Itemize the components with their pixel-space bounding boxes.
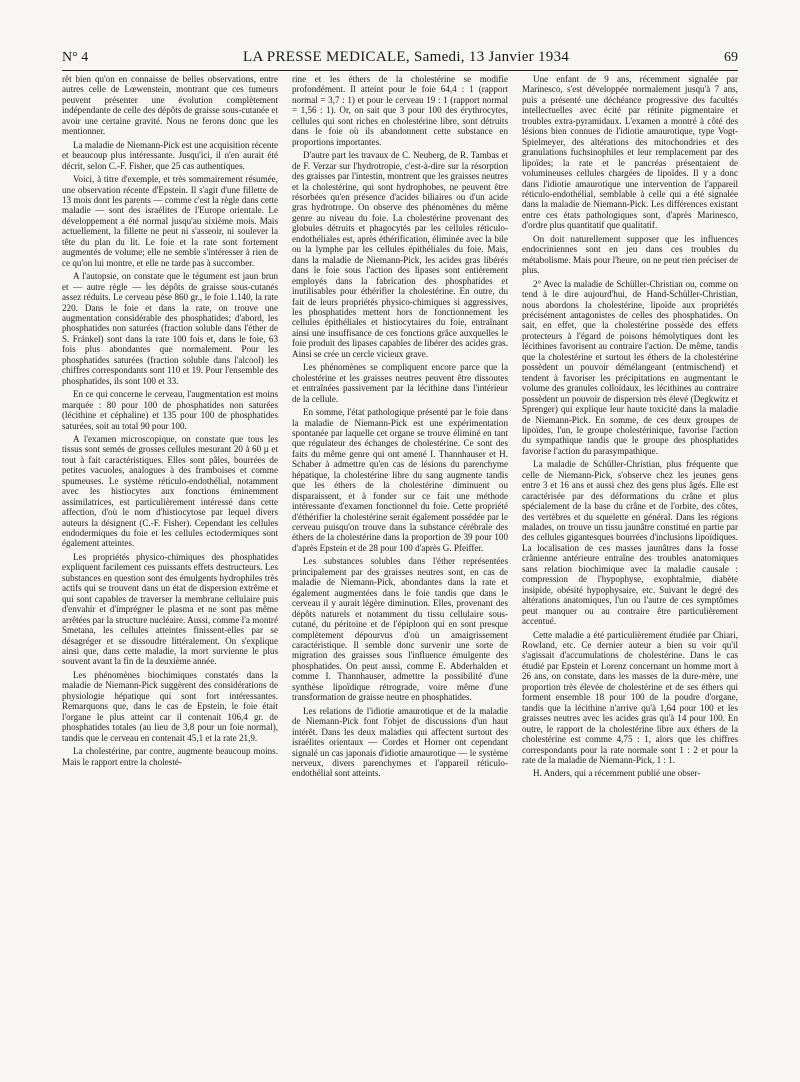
paragraph: En ce qui concerne le cerveau, l'augmentation est moins marquée : 80 pour 100 de phosphatides non saturées (lécithine et céphaline) et 135 pour 100 de phosphatides saturées, soit au total 90 pour 100.	[62, 389, 278, 431]
paragraph: Une enfant de 9 ans, récemment signalée par Marinesco, s'est développée normalement jusqu'à 7 ans, puis a présenté une déchéance progressive des facultés intellectuelles avec écité par rétinite pigmentaire et troubles extra-pyramidaux. L'examen a montré à côté des lésions bien connues de l'idiotie amaurotique, type Vogt-Spielmeyer, des altérations des mitochondries et des granulations fuchsinophiles et leur remplacement par des lipoïdes; la rate et le pancréas présentaient de volumineuses cellules chargées de lipoïdes. Il y a donc dans l'idiotie amaurotique une intervention de l'appareil réticulo-endothélial, semblable à celle qui a été signalée dans la maladie de Niemann-Pick. Les différences existant entre ces états pathologiques sont, d'après Marinesco, d'ordre plus quantitatif que qualitatif.	[522, 74, 738, 231]
paragraph: 2° Avec la maladie de Schüller-Christian ou, comme on tend à le dire aujourd'hui, de Hand-Schüller-Christian, nous abordons la cholestérine, lipoïde aux propriétés précisément antagonistes de celles des phosphatides. On sait, en effet, que la cholestérine possède des effets protecteurs à l'égard de poisons hémolytiques dont les lécithines favorisent au contraire l'action. De même, tandis que la cholestérine et surtout les éthers de la cholestérine possèdent un pouvoir démélangeant (entmischend) et tendent à favoriser les précipitations en augmentant le volume des granules colloïdaux, les lécithines au contraire possèdent un pouvoir de dispersion très élevé (Degkwitz et Sprenger) qui explique leur haute toxicité dans la maladie de Niemann-Pick. En somme, de ces deux groupes de lipoïdes, l'un, le groupe cholestérinique, favorise l'action du sympathique tandis que le groupe des phosphatides favorise l'action du parasympathique.	[522, 278, 738, 456]
publication-title: LA PRESSE MEDICALE, Samedi, 13 Janvier 1934	[242, 49, 570, 65]
paragraph: A l'autopsie, on constate que le tégument est jaun brun et — autre règle — les dépôts de graisse sous-cutanés assez réduits. Le cerveau pèse 860 gr., le foie 1.140, la rate 220. Dans le foie et dans la rate, on trouve une augmentation considérable des phosphatides; d'abord, les phosphatides non saturées (fraction soluble dans l'éther de S. Fränkel) sont dans la rate 100 fois et, dans le foie, 63 fois plus abondantes que normalement. Pour les phosphatides saturées (fraction soluble dans l'alcool) les chiffres correspondants sont 110 et 19. Pour l'ensemble des phosphatides, ils sont 100 et 33.	[62, 271, 278, 386]
paragraph: Les relations de l'idiotie amaurotique et de la maladie de Niemann-Pick font l'objet de discussions d'un haut intérêt. Dans les deux maladies qui affectent surtout des israélites orientaux — Cordes et Horner ont cependant signalé un cas japonais d'idiotie amaurotique — le système nerveux, divers parenchymes et l'appareil réticulo-endothélial sont atteints.	[292, 705, 508, 779]
paragraph: D'autre part les travaux de C. Neuberg, de R. Tambas et de F. Verzar sur l'hydrotropie, c'est-à-dire sur la résorption des graisses par l'intestin, montrent que les graisses neutres et la cholestérine, qui sont hydrophobes, ne peuvent être résorbées qu'en présence d'acides biliaires ou d'un acide gras hydrotrope. On observe des phénomènes du même genre au niveau du foie. La cholestérine provenant des globules détruits et phagocytés par les cellules réticulo-endothéliales est, après éthérification, éliminée avec la bile ou la lymphe par les cellules épithéliales du foie. Mais, dans la maladie de Niemann-Pick, les acides gras libérés dans le foie sous l'action des lipases sont entièrement employés dans la fabrication des phosphatides et inutilisables pour éthérifier la cholestérine. En outre, du fait de leurs propriétés physico-chimiques si aggressives, les phosphatides mettent hors de fonctionnement les cellules épithéliales et histiocytaires du foie, entraînant ainsi une insuffisance de ces fonctions grâce auxquelles le foie produit des lipases capables de libérer des acides gras. Ainsi se crée un cercle vicieux grave.	[292, 150, 508, 359]
column-2	[292, 74, 508, 1068]
paragraph: En somme, l'état pathologique présenté par le foie dans la maladie de Niemann-Pick est une expérimentation spontanée par laquelle cet organe se trouve éliminé en tant que régulateur des échanges de cholestérine. Ce sont des faits du même genre qui ont amené I. Thannhauser et H. Schaber à admettre qu'en cas de lésions du parenchyme hépatique, la cholestérine libre du sang augmente tandis que les éthers de la cholestérine diminuent ou disparaissent, et à fonder sur ce fait une méthode intéressante d'examen fonctionnel du foie. Cette propriété d'éthérifier la cholestérine serait également possédée par le cerveau puisqu'on trouve dans la substance cérébrale des éthers de la cholestérine dans la proportion de 39 pour 100 d'après Epstein et de 28 pour 100 d'après G. Pfeiffer.	[292, 407, 508, 553]
column-3	[522, 74, 738, 1068]
paragraph: Les propriétés physico-chimiques des phosphatides expliquent facilement ces puissants effets destructeurs. Les substances en question sont des émulgents hydrophiles très actifs qui se trouvent dans un état de dispersion extrême et qui sont capables de traverser la membrane cellulaire puis d'envahir et d'imprégner le plasma et ne sont pas même arrêtées par la structure nucléaire. Aussi, comme l'a montré Smetana, les cellules atteintes finissent-elles par se désagréger et se dissoudre littéralement. On s'explique ainsi que, dans cette maladie, la mort survienne le plus souvent avant la fin de la deuxième année.	[62, 551, 278, 667]
column-1	[62, 74, 278, 1068]
paragraph: On doit naturellement supposer que les influences endocriniennes sont en jeu dans ces troubles du métabolisme. Mais pour l'heure, on ne peut rien préciser de plus.	[522, 233, 738, 276]
issue-number: N° 4	[62, 50, 89, 65]
article-body	[62, 74, 738, 1068]
paragraph: Les phénomènes biochimiques constatés dans la maladie de Niemann-Pick suggèrent des considérations de physiologie hépatique qui sont fort intéressantes. Remarquons que, dans le cas de Epstein, le foie était l'organe le plus atteint car il contenait 106,4 gr. de phosphatides totales (au lieu de 3,8 pour un foie normal), tandis que le cerveau en contenait 45,1 et la rate 21,9.	[62, 669, 278, 743]
paragraph: La cholestérine, par contre, augmente beaucoup moins. Mais le rapport entre la cholesté-	[62, 746, 278, 767]
paragraph: La maladie de Niemann-Pick est une acquisition récente et beaucoup plus intéressante. Jusqu'ici, il n'en aurait été décrit, selon C.-F. Fisher, que 25 cas authentiques.	[62, 139, 278, 171]
paragraph: Voici, à titre d'exemple, et très sommairement résumée, une observation récente d'Epstein. Il s'agit d'une fillette de 13 mois dont les parents — comme c'est la règle dans cette maladie — sont des israélites de l'Europe orientale. Le développement a été normal jusqu'au sixième mois. Mais actuellement, la fillette ne peut ni s'asseoir, ni soulever la tête du plan du lit. Le foie et la rate sont fortement augmentés de volume; elle ne semble s'intéresser à rien de ce qu'on lui montre, et elle ne tarde pas à succomber.	[62, 174, 278, 268]
page-number: 69	[723, 50, 738, 65]
paragraph: H. Anders, qui a récemment publié une obser-	[533, 768, 701, 779]
page-header	[62, 40, 738, 71]
paragraph: Cette maladie a été particulièrement étudiée par Chiari, Rowland, etc. Ce dernier auteur a bien su voir qu'il s'agissait d'accumulations de cholestérine. Dans le cas étudié par Epstein et Lorenz concernant un homme mort à 26 ans, on constate, dans les masses de la dure-mère, une proportion très élevée de cholestérine et de ses éthers qui forment ensemble 18 pour 100 de la poudre d'organe, tandis que la lécithine n'arrive qu'à 1,64 pour 100 et les graisses neutres avec les acides gras qu'à 14 pour 100. En outre, le rapport de la cholestérine libre aux éthers de la cholestérine est comme 4,75 : 1, alors que les chiffres correspondants pour la rate normale sont 1 : 2 et pour la rate de la maladie de Niemann-Pick, 1 : 1.	[522, 629, 738, 765]
paragraph: Les substances solubles dans l'éther représentées principalement par des graisses neutres sont, en cas de maladie de Niemann-Pick, abondantes dans la rate et également augmentées dans le foie tandis que dans le cerveau il y aurait légère diminution. Elles, provenant des dépôts naturels et notamment du tissu cellulaire sous-cutané, du péritoine et de l'épiploon qui en sont presque complètement dépourvus d'où un amaigrissement caractéristique. Il semble donc survenir une sorte de migration des graisses sous l'influence émulgente des phosphatides. On peut aussi, comme E. Abderhalden et comme I. Thannhauser, admettre la possibilité d'une synthèse lipoïdique rétrograde, voire même d'une transformation de graisse neutre en phosphatides.	[292, 556, 508, 703]
paragraph: Les phénomènes se compliquent encore parce que la cholestérine et les graisses neutres peuvent être dissoutes et entraînées passivement par la lécithine dans l'intérieur de la cellule.	[292, 362, 508, 404]
paragraph: rine et les éthers de la cholestérine se modifie profondément. Il atteint pour le foie 64,4 : 1 (rapport normal = 3,7 : 1) et pour le cerveau 19 : 1 (rapport normal = 1,56 : 1). Or, on sait que 3 pour 100 des érythrocytes, cellules qui sont riches en cholestérine libre, sont détruits dans le foie où ils abandonnent cette substance en proportions importantes.	[292, 74, 508, 147]
paragraph: La maladie de Schüller-Christian, plus fréquente que celle de Niemann-Pick, s'observe chez les jeunes gens entre 3 et 16 ans et aussi chez des gens plus âgés. Elle est caractérisée par des déformations du crâne et plus spécialement de la base du crâne et de l'orbite, des côtes, des vertèbres et du squelette en général. Dans les régions malades, on trouve un tissu jaunâtre constitué en partie par des cellules gigantesques bourrées d'inclusions lipoïdiques. La localisation de ces masses jaunâtres dans la fosse crânienne antérieure entraîne des troubles anatomiques sans relation biochimique avec la maladie causale : compression de l'hypophyse, exophtalmie, diabète insipide, obésité hypophysaire, etc. Suivant le degré des altérations anatomiques, l'un ou l'autre de ces symptômes peut manquer ou au contraire être particulièrement accentué.	[522, 459, 738, 627]
paragraph: A l'examen microscopique, on constate que tous les tissus sont semés de grosses cellules mesurant 20 à 60 µ et tout à fait caractéristiques. Elles sont pâles, bourrées de petites vacuoles, analogues à des framboises et comme spumeuses. Le système réticulo-endothélial, notamment avec les histiocytes aux fonctions éminemment assimilatrices, est particulièrement intéressé dans cette affection, d'où le nom d'histiocytose par lequel divers auteurs la désignent (C.-F. Fisher). Cependant les cellules endodermiques du foie et les cellules ectodermiques sont également atteintes.	[62, 433, 278, 549]
paragraph: rêt bien qu'on en connaisse de belles observations, entre autres celle de Lœwenstein, montrant que ces tumeurs peuvent présenter une évolution complètement indépendante de celle des dépôts de graisse sous-cutanée et avoir une certaine gravité. Nous ne ferons donc que les mentionner.	[62, 74, 278, 137]
